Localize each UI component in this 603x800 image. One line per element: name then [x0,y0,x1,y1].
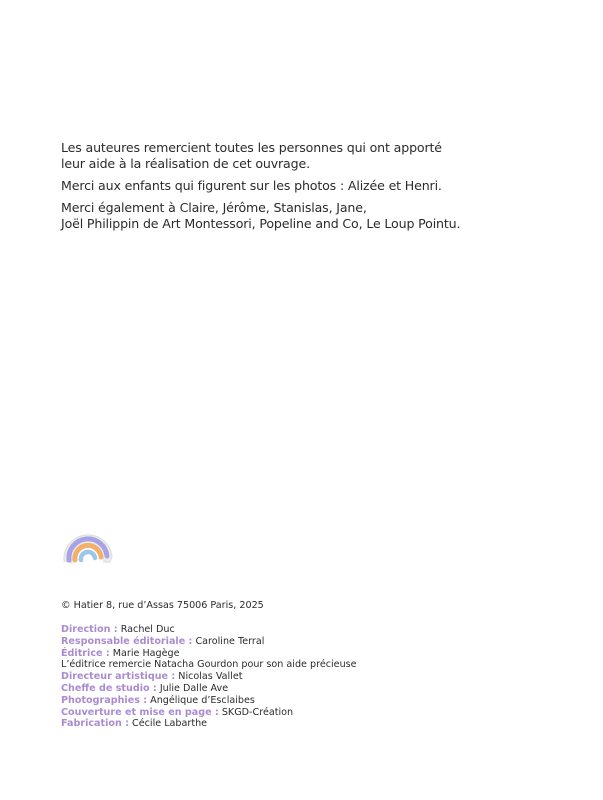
ack-line: leur aide à la réalisation de cet ouvrage. [61,156,310,171]
credit-fabrication [61,718,357,730]
credit-name: Angélique d’Esclaibes [147,694,255,706]
ack-paragraph-children [61,178,581,194]
credit-name: Caroline Terral [192,635,265,647]
credit-role: Cheffe de studio : [61,682,157,694]
credit-role: Couverture et mise en page : [61,706,219,718]
credit-name: Nicolas Vallet [175,671,243,683]
credit-directeur [61,671,357,683]
acknowledgements [61,140,581,238]
credit-direction [61,624,357,636]
credit-editrice [61,648,357,660]
credit-couverture [61,707,357,719]
credit-role: Éditrice : [61,647,110,659]
credit-role: Responsable éditoriale : [61,635,193,647]
credit-role: Fabrication : [61,718,129,730]
ack-line: Merci également à Claire, Jérôme, Stanislas, Jane, [61,200,367,215]
ack-line: Merci aux enfants qui figurent sur les photos : Alizée et Henri. [61,178,442,193]
ack-line: Joël Philippin de Art Montessori, Popeline and Co, Le Loup Pointu. [61,216,461,231]
ack-paragraph-others [61,200,581,232]
credit-role: Photographies : [61,694,148,706]
credit-photographies [61,695,357,707]
credit-responsable [61,636,357,648]
rainbow-sticker-icon [60,523,116,565]
rainbow-arc-inner [81,552,95,560]
rainbow-svg [60,523,116,565]
credit-cheffe [61,683,357,695]
ack-paragraph-authors [61,140,581,172]
credit-name: SKGD-Création [218,706,294,718]
credit-role: Direction : [61,624,118,635]
credit-name: Julie Dalle Ave [156,682,229,694]
credit-note: L’éditrice remercie Natacha Gourdon pour son aide précieuse [61,659,357,671]
copyright-notice: © Hatier 8, rue d’Assas 75006 Paris, 2025 [61,600,264,611]
credit-name: Marie Hagège [109,647,180,659]
credits [61,624,357,730]
credit-name: Rachel Duc [117,624,175,635]
ack-line: Les auteures remercient toutes les personnes qui ont apporté [61,140,442,155]
credit-name: Cécile Labarthe [129,718,208,730]
credit-role: Directeur artistique : [61,671,176,683]
